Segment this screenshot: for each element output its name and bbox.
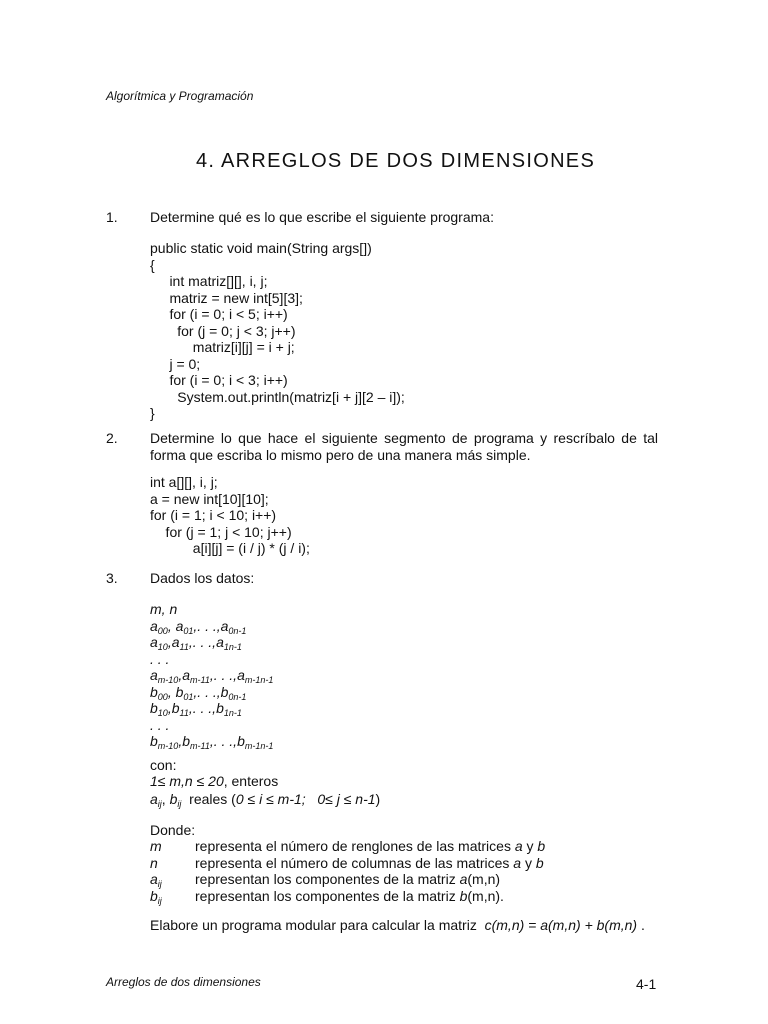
reales-line: $a_{ij}$, $b_{ij}$ reales (0 ≤ i ≤ m-1; 0≤ j ≤ n-1) [150,791,381,809]
data-line-mn: m, n [150,601,178,617]
data-line-bm: $b_{m-10},b_{m-11}$,. . $.,b_{m-1n-1}$ [150,733,274,751]
data-line-b1: $b_{10},b_{11}$,. . $.,b_{1n-1}$ [150,700,242,718]
data-line-ellipsis-b: . . . [150,716,170,733]
data-line-a1: $a_{10},a_{11}$,. . $.,a_{1n-1}$ [150,634,242,652]
q1-prompt: Determine qué es lo que escribe el siguiente programa: [150,209,494,225]
q2-prompt: Determine lo que hace el siguiente segmento de programa y rescríbalo de tal forma que escriba lo mismo pero de una manera más simple. [150,430,658,463]
def-n: n representa el número de columnas de las matrices a y b [150,854,544,871]
page-number: 4-1 [636,976,657,992]
data-line-ellipsis-a: . . . [150,650,170,667]
def-aij: $a_{ij}$ representan los componentes de la matriz a(m,n) [150,871,501,889]
final-formula: c(m,n) = a(m,n) + b(m,n) [484,917,638,933]
q2-code: int a[][], i, j; a = new int[10][10]; for (i = 1; i < 10; i++) for (j = 1; j < 10; j++) a[i][j] = (i / j) * (j / i); [150,474,310,556]
running-header: Algorítmica y Programación [106,89,254,103]
footer-section: Arreglos de dos dimensiones [106,975,261,989]
q1-number: 1. [106,209,118,225]
def-bij: $b_{ij}$ representan los componentes de la matriz b(m,n). [150,887,504,906]
q1-code: public static void main(String args[]) { int matriz[][], i, j; matriz = new int[5][3]; for (i = 0; i < 5; i++) for (j = 0; j < 3; j++) matriz[i][j] = i + j; j = 0; for (i = 0; i < 3; i++) System.out.println(matriz[i + j][2 – i]); } [150,240,405,421]
cond1: 0 ≤ i ≤ m-1; [235,791,306,807]
data-line-a0: $a_{00}$, $a_{01}$,. . $.,a_{0n-1}$ [150,617,247,636]
range-line [150,773,278,789]
definitions [150,838,545,904]
q3-prompt: Dados los datos: [150,570,255,586]
range-suffix: , enteros [223,773,279,789]
chapter-title: 4. ARREGLOS DE DOS DIMENSIONES [196,150,596,172]
data-list [150,601,273,750]
cond2: 0≤ j ≤ n-1 [317,791,376,807]
data-line-am: $a_{m-10},a_{m-11}$,. . $.,a_{m-1n-1}$ [150,667,274,685]
con-label: con: [150,757,177,773]
q3-number: 3. [106,570,118,586]
range-text: 1≤ m,n ≤ 20 [150,773,224,789]
reales-word: reales [189,791,228,807]
q2-number: 2. [106,430,118,446]
def-m: m representa el número de renglones de las matrices a y b [150,838,546,854]
data-line-b0: $b_{00}$, $b_{01}$,. . $.,b_{0n-1}$ [150,683,247,702]
final-prompt-line: Elabore un programa modular para calcular la matriz c(m,n) = a(m,n) + b(m,n) . [150,917,645,933]
donde-label: Donde: [150,822,196,838]
